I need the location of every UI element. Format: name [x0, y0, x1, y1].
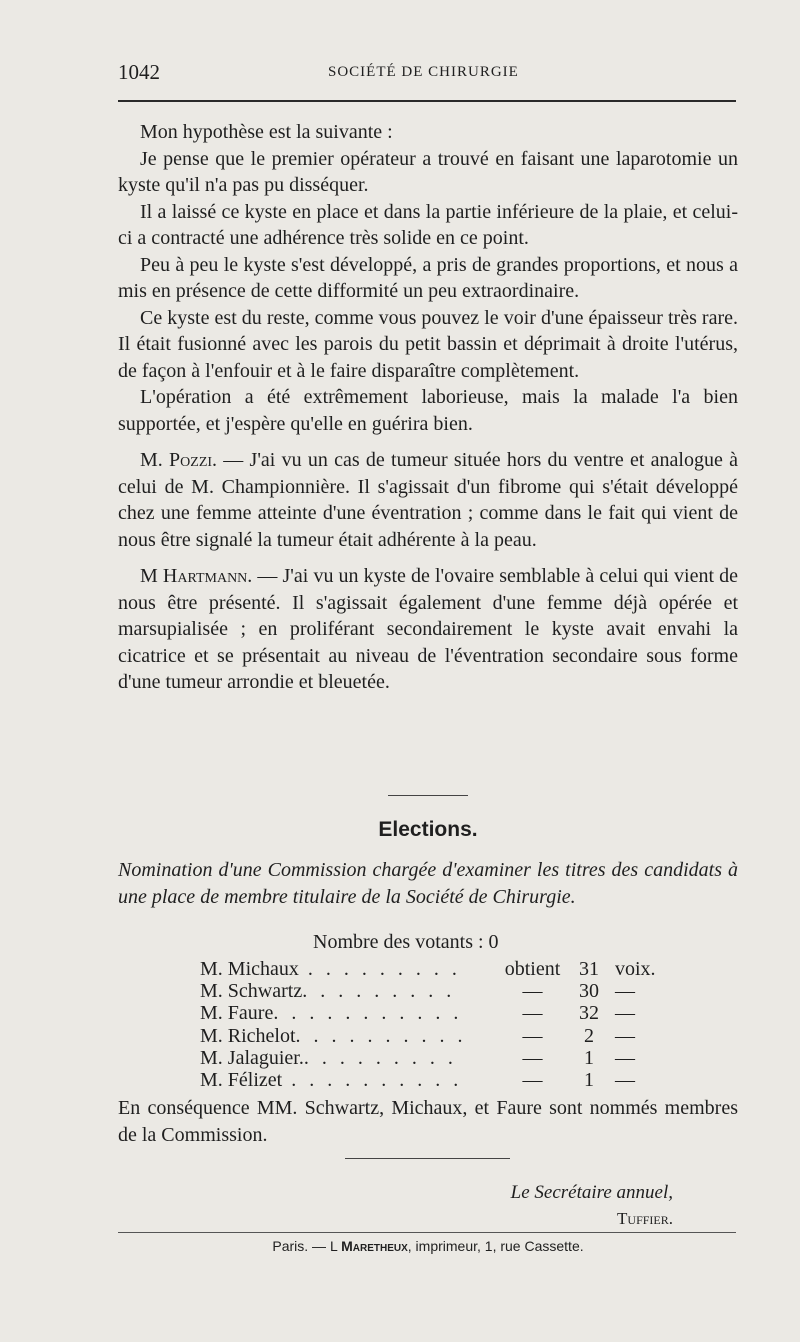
- vote-count: 32: [579, 1002, 599, 1025]
- vote-count: 30: [579, 980, 599, 1003]
- signature-block: [118, 1180, 673, 1232]
- running-head: SOCIÉTÉ DE CHIRURGIE: [328, 64, 519, 80]
- candidate-entry: [200, 1025, 467, 1047]
- paragraph: Peu à peu le kyste s'est développé, a pris de grandes proportions, et nous a mis en présence de cette difformité un peu extraordinaire.: [118, 253, 738, 302]
- main-text: [118, 119, 738, 696]
- vote-count: 1: [584, 1046, 594, 1069]
- result-verb: —: [522, 1024, 543, 1047]
- result-verb: —: [522, 980, 543, 1003]
- election-results: [200, 958, 660, 1091]
- candidate-name: M. Michaux: [200, 958, 299, 980]
- hartmann-intervention: [118, 563, 738, 696]
- candidate-name: M. Jalaguier.: [200, 1046, 304, 1069]
- section-separator: [388, 795, 468, 796]
- elections-heading: Elections.: [378, 818, 478, 841]
- section-separator: [345, 1158, 510, 1159]
- footer-rule: [118, 1232, 736, 1233]
- leader-dots: . . . . . . . . .: [302, 980, 456, 1003]
- result-verb: —: [522, 1002, 543, 1025]
- pozzi-intervention: [118, 447, 738, 553]
- result-row: [200, 980, 660, 1002]
- header-rule: [118, 100, 736, 102]
- nomination-text: Nomination d'une Commission chargée d'examiner les titres des candidats à une place de membre titulaire de la Société de Chirurgie.: [118, 859, 738, 908]
- conclusion: En conséquence MM. Schwartz, Michaux, et Faure sont nommés membres de la Commission.: [118, 1097, 738, 1146]
- candidate-entry: [200, 1047, 457, 1069]
- candidate-entry: [200, 1002, 462, 1024]
- paragraph: Je pense que le premier opérateur a trouvé en faisant une laparotomie un kyste qu'il n'a pas pu disséquer.: [118, 147, 738, 196]
- vote-count: 31: [579, 958, 599, 980]
- signature-name: Tuffier.: [617, 1209, 673, 1228]
- candidate-entry: [200, 958, 461, 980]
- vote-unit: —: [615, 980, 635, 1003]
- pozzi-prefix: M.: [140, 449, 170, 471]
- speaker-hartmann: Hartmann: [162, 565, 248, 587]
- vote-unit: —: [615, 1068, 635, 1091]
- imprint-suffix: , imprimeur, 1, rue Cassette.: [407, 1238, 584, 1254]
- paragraph: Mon hypothèse est la suivante :: [140, 121, 393, 143]
- printer-name: Maretheux: [341, 1238, 408, 1254]
- result-row: [200, 1047, 660, 1069]
- vote-unit: voix.: [615, 958, 656, 980]
- hartmann-text: . — J'ai vu un kyste de l'ovaire semblable à celui qui vient de nous être présenté. Il s'agissait également d'une femme déjà opérée et marsupialisée ; en proliférant secondairement le kyste avait envahi la cicatrice et se présentait au niveau de l'éventration secondaire sous forme d'une tumeur arrondie et bleuetée.: [118, 565, 739, 693]
- vote-unit: —: [615, 1002, 635, 1025]
- candidate-name: M. Schwartz: [200, 980, 303, 1003]
- candidate-entry: [200, 980, 455, 1002]
- candidate-name: M. Félizet: [200, 1068, 283, 1091]
- leader-dots: . . . . . . . . . .: [295, 1024, 467, 1047]
- printer-imprint: [118, 1238, 738, 1254]
- leader-dots: . . . . . . . . .: [298, 958, 461, 980]
- vote-unit: —: [615, 1046, 635, 1069]
- page-number: 1042: [118, 60, 160, 84]
- result-row: [200, 1025, 660, 1047]
- vote-unit: —: [615, 1024, 635, 1047]
- candidate-entry: [200, 1069, 462, 1091]
- paragraph: Il a laissé ce kyste en place et dans la partie inférieure de la plaie, et celui-ci a contracté une adhérence très solide en ce point.: [118, 200, 738, 249]
- paragraph: Ce kyste est du reste, comme vous pouvez le voir d'une épaisseur très rare. Il était fusionné avec les parois du petit bassin et déprimait à droite l'utérus, de façon à l'enfouir et à le faire disparaître complètement.: [118, 306, 738, 382]
- leader-dots: . . . . . . . . . .: [282, 1068, 463, 1091]
- vote-count: 1: [584, 1068, 594, 1091]
- page-header: [118, 60, 736, 86]
- paragraph: L'opération a été extrêmement laborieuse, mais la malade l'a bien supportée, et j'espère qu'elle en guérira bien.: [118, 386, 738, 435]
- candidate-name: M. Richelot: [200, 1024, 296, 1047]
- conclusion-text: [118, 1095, 738, 1149]
- imprint-prefix: Paris. — L: [272, 1238, 342, 1254]
- votants-text: Nombre des votants : 0: [313, 931, 499, 953]
- result-row: [200, 1002, 660, 1024]
- candidate-name: M. Faure: [200, 1002, 274, 1025]
- vote-count: 2: [584, 1024, 594, 1047]
- result-row: [200, 958, 660, 980]
- result-row: [200, 1069, 660, 1091]
- pozzi-text: . — J'ai vu un cas de tumeur située hors du ventre et analogue à celui de M. Championnière. Il s'agissait d'un fibrome qui s'était développé chez une femme atteinte d'une éventration ; comme dans le fait qui vient de nous être signalé la tumeur était adhérente à la peau.: [118, 449, 738, 551]
- speaker-pozzi: Pozzi: [169, 449, 213, 471]
- result-verb: obtient: [504, 958, 561, 980]
- leader-dots: . . . . . . . . . . .: [273, 1002, 463, 1025]
- result-verb: —: [522, 1046, 543, 1069]
- result-verb: —: [522, 1068, 543, 1091]
- signature-title: Le Secrétaire annuel,: [510, 1182, 673, 1203]
- leader-dots: . . . . . . . . .: [303, 1046, 457, 1069]
- hartmann-prefix: M: [140, 565, 163, 587]
